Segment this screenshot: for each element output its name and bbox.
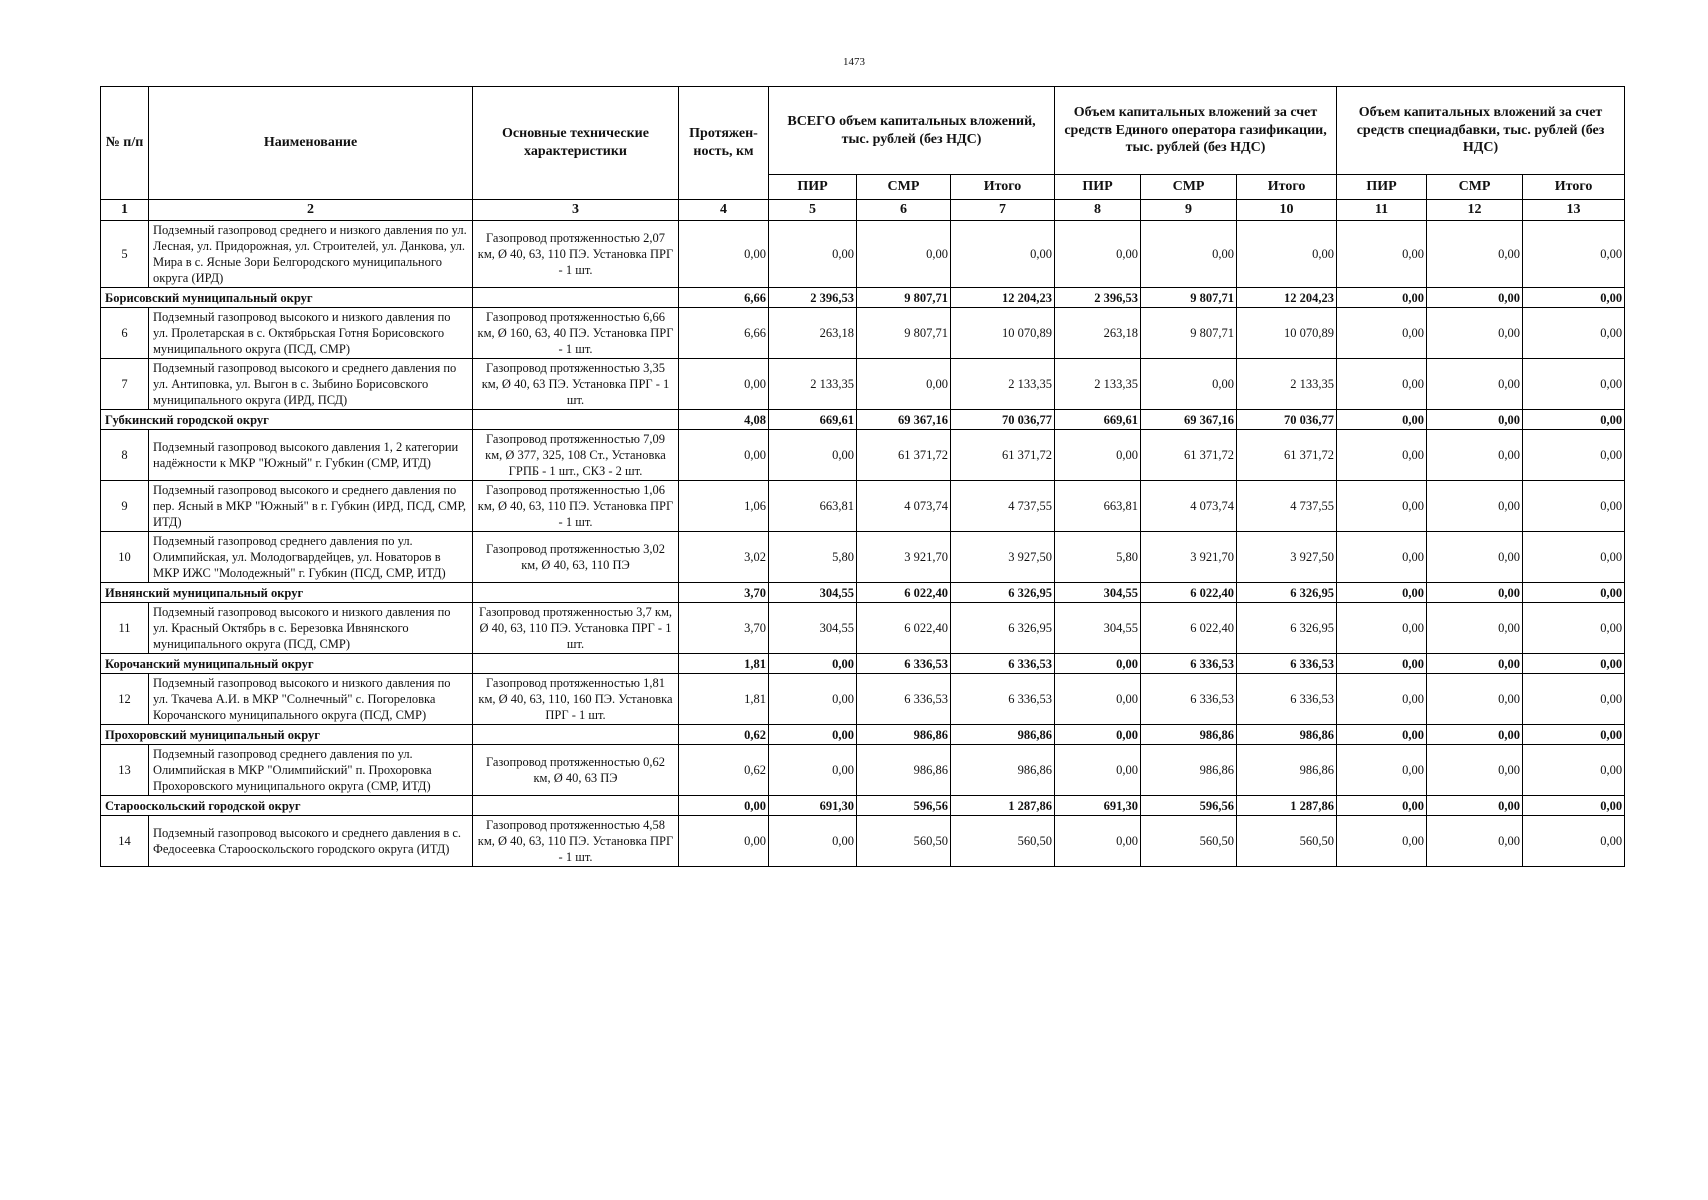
row-value: 0,00 [1337, 654, 1427, 674]
row-value: 61 371,72 [951, 430, 1055, 481]
row-value: 4 737,55 [951, 481, 1055, 532]
row-value: 0,00 [1337, 796, 1427, 816]
row-value: 263,18 [769, 308, 857, 359]
row-value: 0,00 [1523, 481, 1625, 532]
row-value: 0,00 [1427, 654, 1523, 674]
row-value: 2 396,53 [769, 288, 857, 308]
row-name: Подземный газопровод высокого давления 1, 2 категории надёжности к МКР "Южный" г. Губкин (СМР, ИТД) [149, 430, 473, 481]
investment-table [100, 86, 1625, 867]
group-row [101, 725, 1625, 745]
row-value: 9 807,71 [1141, 288, 1237, 308]
row-value: 596,56 [857, 796, 951, 816]
row-length: 0,00 [679, 430, 769, 481]
row-length: 6,66 [679, 288, 769, 308]
row-value: 70 036,77 [1237, 410, 1337, 430]
row-value: 669,61 [769, 410, 857, 430]
row-value: 0,00 [769, 725, 857, 745]
row-length: 0,62 [679, 745, 769, 796]
row-number: 5 [101, 221, 149, 288]
row-value: 0,00 [1523, 603, 1625, 654]
row-value: 986,86 [951, 745, 1055, 796]
group-name: Борисовский муниципальный округ [101, 288, 473, 308]
row-value: 986,86 [1141, 745, 1237, 796]
table-row [101, 430, 1625, 481]
row-characteristics: Газопровод протяженностью 3,02 км, Ø 40, 63, 110 ПЭ [473, 532, 679, 583]
row-name: Подземный газопровод высокого и среднего давления по пер. Ясный в МКР "Южный" в г. Губкин (ИРД, ПСД, СМР, ИТД) [149, 481, 473, 532]
group-row [101, 583, 1625, 603]
row-value: 1 287,86 [1237, 796, 1337, 816]
row-value: 69 367,16 [1141, 410, 1237, 430]
row-value: 0,00 [1427, 481, 1523, 532]
table-body [101, 221, 1625, 867]
row-characteristics: Газопровод протяженностью 7,09 км, Ø 377, 325, 108 Ст., Установка ГРПБ - 1 шт., СКЗ - 2 шт. [473, 430, 679, 481]
header-sub-5: Итого [1237, 175, 1337, 200]
row-name: Подземный газопровод среднего и низкого давления по ул. Лесная, ул. Придорожная, ул. Строителей, ул. Данкова, ул. Мира в с. Ясные Зори Белгородского муниципального округа (ИРД) [149, 221, 473, 288]
row-length: 4,08 [679, 410, 769, 430]
group-name: Старооскольский городской округ [101, 796, 473, 816]
group-characteristics-empty [473, 725, 679, 745]
row-value: 304,55 [769, 583, 857, 603]
row-value: 0,00 [1427, 725, 1523, 745]
row-value: 0,00 [1237, 221, 1337, 288]
row-name: Подземный газопровод высокого и низкого давления по ул. Ткачева А.И. в МКР "Солнечный" с. Погореловка Корочанского муниципального округа (ПСД, СМР) [149, 674, 473, 725]
row-value: 3 921,70 [1141, 532, 1237, 583]
row-name: Подземный газопровод среднего давления по ул. Олимпийская, ул. Молодогвардейцев, ул. Новаторов в МКР ИЖС "Молодежный" г. Губкин (ПСД, СМР, ИТД) [149, 532, 473, 583]
row-value: 2 396,53 [1055, 288, 1141, 308]
row-value: 0,00 [1055, 745, 1141, 796]
row-value: 61 371,72 [857, 430, 951, 481]
row-value: 0,00 [1427, 583, 1523, 603]
row-value: 0,00 [769, 745, 857, 796]
row-value: 0,00 [1055, 674, 1141, 725]
row-value: 986,86 [1237, 725, 1337, 745]
row-value: 0,00 [1337, 221, 1427, 288]
row-value: 6 336,53 [857, 674, 951, 725]
row-length: 1,06 [679, 481, 769, 532]
row-value: 0,00 [1523, 308, 1625, 359]
row-characteristics: Газопровод протяженностью 1,06 км, Ø 40, 63, 110 ПЭ. Установка ПРГ - 1 шт. [473, 481, 679, 532]
row-characteristics: Газопровод протяженностью 6,66 км, Ø 160, 63, 40 ПЭ. Установка ПРГ - 1 шт. [473, 308, 679, 359]
row-length: 0,00 [679, 359, 769, 410]
row-value: 691,30 [769, 796, 857, 816]
header-group-total: ВСЕГО объем капитальных вложений, тыс. рублей (без НДС) [769, 87, 1055, 175]
header-length: Протяжен-ность, км [679, 87, 769, 200]
row-length: 3,70 [679, 583, 769, 603]
row-value: 0,00 [1337, 430, 1427, 481]
row-value: 12 204,23 [951, 288, 1055, 308]
row-value: 5,80 [1055, 532, 1141, 583]
row-value: 70 036,77 [951, 410, 1055, 430]
row-value: 0,00 [1337, 816, 1427, 867]
table-header [101, 87, 1625, 221]
header-index-3: 4 [679, 200, 769, 221]
row-value: 6 336,53 [857, 654, 951, 674]
table-row [101, 532, 1625, 583]
row-value: 0,00 [1055, 654, 1141, 674]
row-value: 0,00 [1523, 410, 1625, 430]
row-number: 13 [101, 745, 149, 796]
group-row [101, 288, 1625, 308]
row-value: 0,00 [1337, 674, 1427, 725]
row-value: 0,00 [1427, 603, 1523, 654]
row-value: 0,00 [1427, 430, 1523, 481]
row-value: 4 073,74 [857, 481, 951, 532]
row-value: 986,86 [857, 725, 951, 745]
row-number: 9 [101, 481, 149, 532]
header-index-11: 12 [1427, 200, 1523, 221]
header-index-8: 9 [1141, 200, 1237, 221]
row-characteristics: Газопровод протяженностью 3,7 км, Ø 40, 63, 110 ПЭ. Установка ПРГ - 1 шт. [473, 603, 679, 654]
row-value: 560,50 [857, 816, 951, 867]
header-num: № п/п [101, 87, 149, 200]
group-row [101, 796, 1625, 816]
row-value: 0,00 [1055, 430, 1141, 481]
row-value: 12 204,23 [1237, 288, 1337, 308]
row-value: 0,00 [1337, 745, 1427, 796]
group-row [101, 410, 1625, 430]
row-length: 0,00 [679, 816, 769, 867]
header-index-4: 5 [769, 200, 857, 221]
group-name: Губкинский городской округ [101, 410, 473, 430]
row-characteristics: Газопровод протяженностью 1,81 км, Ø 40, 63, 110, 160 ПЭ. Установка ПРГ - 1 шт. [473, 674, 679, 725]
row-characteristics: Газопровод протяженностью 2,07 км, Ø 40, 63, 110 ПЭ. Установка ПРГ - 1 шт. [473, 221, 679, 288]
row-value: 3 927,50 [951, 532, 1055, 583]
row-name: Подземный газопровод высокого и низкого давления по ул. Пролетарская в с. Октябрьская Готня Борисовского муниципального округа (ПСД, СМР) [149, 308, 473, 359]
group-name: Прохоровский муниципальный округ [101, 725, 473, 745]
row-value: 0,00 [769, 430, 857, 481]
table-row [101, 481, 1625, 532]
row-value: 0,00 [1337, 603, 1427, 654]
row-length: 0,00 [679, 796, 769, 816]
row-value: 6 336,53 [951, 674, 1055, 725]
row-value: 6 326,95 [951, 603, 1055, 654]
row-value: 2 133,35 [1237, 359, 1337, 410]
row-value: 0,00 [1523, 359, 1625, 410]
row-value: 0,00 [1427, 359, 1523, 410]
row-value: 6 326,95 [951, 583, 1055, 603]
row-length: 1,81 [679, 654, 769, 674]
row-number: 6 [101, 308, 149, 359]
row-value: 3 921,70 [857, 532, 951, 583]
row-length: 6,66 [679, 308, 769, 359]
row-value: 0,00 [951, 221, 1055, 288]
table-row [101, 816, 1625, 867]
row-value: 0,00 [1337, 308, 1427, 359]
row-value: 2 133,35 [951, 359, 1055, 410]
table-row [101, 603, 1625, 654]
header-index-7: 8 [1055, 200, 1141, 221]
header-sub-1: СМР [857, 175, 951, 200]
row-value: 4 073,74 [1141, 481, 1237, 532]
row-value: 0,00 [1523, 796, 1625, 816]
row-value: 6 022,40 [1141, 583, 1237, 603]
row-value: 0,00 [1055, 221, 1141, 288]
header-characteristics: Основные технические характеристики [473, 87, 679, 200]
row-value: 69 367,16 [857, 410, 951, 430]
row-characteristics: Газопровод протяженностью 4,58 км, Ø 40, 63, 110 ПЭ. Установка ПРГ - 1 шт. [473, 816, 679, 867]
row-value: 6 326,95 [1237, 603, 1337, 654]
row-value: 61 371,72 [1141, 430, 1237, 481]
group-name: Корочанский муниципальный округ [101, 654, 473, 674]
row-value: 986,86 [1237, 745, 1337, 796]
header-sub-4: СМР [1141, 175, 1237, 200]
row-value: 0,00 [1337, 481, 1427, 532]
row-value: 0,00 [1427, 410, 1523, 430]
row-value: 2 133,35 [769, 359, 857, 410]
row-value: 0,00 [769, 654, 857, 674]
row-value: 6 022,40 [857, 603, 951, 654]
table-row [101, 745, 1625, 796]
row-value: 0,00 [1523, 725, 1625, 745]
row-value: 6 336,53 [1141, 674, 1237, 725]
row-value: 0,00 [1427, 221, 1523, 288]
row-value: 6 326,95 [1237, 583, 1337, 603]
row-value: 4 737,55 [1237, 481, 1337, 532]
row-value: 0,00 [1141, 221, 1237, 288]
row-number: 12 [101, 674, 149, 725]
row-value: 0,00 [1337, 359, 1427, 410]
row-value: 0,00 [857, 221, 951, 288]
row-length: 3,02 [679, 532, 769, 583]
row-number: 7 [101, 359, 149, 410]
page-number: 1473 [843, 56, 865, 68]
row-value: 3 927,50 [1237, 532, 1337, 583]
row-value: 669,61 [1055, 410, 1141, 430]
group-name: Ивнянский муниципальный округ [101, 583, 473, 603]
row-number: 8 [101, 430, 149, 481]
header-index-12: 13 [1523, 200, 1625, 221]
row-value: 560,50 [1237, 816, 1337, 867]
row-value: 0,00 [1523, 674, 1625, 725]
row-value: 0,00 [1427, 796, 1523, 816]
row-value: 0,00 [1337, 410, 1427, 430]
row-number: 11 [101, 603, 149, 654]
row-value: 10 070,89 [951, 308, 1055, 359]
header-sub-6: ПИР [1337, 175, 1427, 200]
row-value: 10 070,89 [1237, 308, 1337, 359]
row-name: Подземный газопровод высокого и среднего давления по ул. Антиповка, ул. Выгон в с. Зыбино Борисовского муниципального округа (ИРД, ПСД) [149, 359, 473, 410]
row-value: 0,00 [1337, 725, 1427, 745]
row-value: 0,00 [1523, 430, 1625, 481]
row-value: 9 807,71 [857, 288, 951, 308]
row-name: Подземный газопровод высокого и низкого давления по ул. Красный Октябрь в с. Березовка Ивнянского муниципального округа (ПСД, СМР) [149, 603, 473, 654]
row-value: 0,00 [1427, 532, 1523, 583]
row-value: 5,80 [769, 532, 857, 583]
investment-table-sheet [100, 86, 1624, 867]
row-length: 0,00 [679, 221, 769, 288]
row-value: 0,00 [1337, 583, 1427, 603]
row-value: 0,00 [1523, 532, 1625, 583]
row-value: 0,00 [1523, 221, 1625, 288]
group-characteristics-empty [473, 288, 679, 308]
row-value: 986,86 [951, 725, 1055, 745]
row-value: 596,56 [1141, 796, 1237, 816]
row-number: 10 [101, 532, 149, 583]
row-value: 0,00 [1141, 359, 1237, 410]
row-characteristics: Газопровод протяженностью 3,35 км, Ø 40, 63 ПЭ. Установка ПРГ - 1 шт. [473, 359, 679, 410]
group-characteristics-empty [473, 410, 679, 430]
row-value: 663,81 [1055, 481, 1141, 532]
row-value: 1 287,86 [951, 796, 1055, 816]
row-value: 0,00 [1427, 308, 1523, 359]
row-characteristics: Газопровод протяженностью 0,62 км, Ø 40, 63 ПЭ [473, 745, 679, 796]
row-value: 0,00 [1055, 816, 1141, 867]
row-value: 6 336,53 [1237, 654, 1337, 674]
group-characteristics-empty [473, 796, 679, 816]
row-value: 0,00 [769, 816, 857, 867]
row-length: 3,70 [679, 603, 769, 654]
header-sub-0: ПИР [769, 175, 857, 200]
row-value: 691,30 [1055, 796, 1141, 816]
row-value: 304,55 [1055, 583, 1141, 603]
header-sub-3: ПИР [1055, 175, 1141, 200]
header-index-10: 11 [1337, 200, 1427, 221]
row-value: 0,00 [1427, 816, 1523, 867]
row-value: 0,00 [1523, 816, 1625, 867]
row-value: 0,00 [769, 221, 857, 288]
row-length: 1,81 [679, 674, 769, 725]
row-value: 6 022,40 [857, 583, 951, 603]
row-value: 0,00 [1337, 532, 1427, 583]
row-value: 304,55 [769, 603, 857, 654]
row-value: 0,00 [1427, 288, 1523, 308]
table-row [101, 308, 1625, 359]
header-index-2: 3 [473, 200, 679, 221]
row-length: 0,62 [679, 725, 769, 745]
table-row [101, 674, 1625, 725]
header-sub-8: Итого [1523, 175, 1625, 200]
row-value: 986,86 [1141, 725, 1237, 745]
row-value: 0,00 [1523, 288, 1625, 308]
header-index-6: 7 [951, 200, 1055, 221]
row-value: 6 336,53 [951, 654, 1055, 674]
row-value: 6 336,53 [1141, 654, 1237, 674]
group-characteristics-empty [473, 654, 679, 674]
row-value: 0,00 [857, 359, 951, 410]
header-index-9: 10 [1237, 200, 1337, 221]
row-value: 9 807,71 [1141, 308, 1237, 359]
row-value: 0,00 [1337, 288, 1427, 308]
group-row [101, 654, 1625, 674]
row-value: 61 371,72 [1237, 430, 1337, 481]
row-value: 0,00 [1427, 745, 1523, 796]
row-value: 304,55 [1055, 603, 1141, 654]
row-value: 0,00 [1055, 725, 1141, 745]
row-name: Подземный газопровод высокого и среднего давления в с. Федосеевка Старооскольского городского округа (ИТД) [149, 816, 473, 867]
row-value: 560,50 [951, 816, 1055, 867]
header-index-1: 2 [149, 200, 473, 221]
row-value: 0,00 [1523, 745, 1625, 796]
row-value: 9 807,71 [857, 308, 951, 359]
header-sub-2: Итого [951, 175, 1055, 200]
header-index-5: 6 [857, 200, 951, 221]
header-column-indexes [101, 200, 1625, 221]
row-value: 0,00 [1523, 583, 1625, 603]
row-value: 0,00 [1427, 674, 1523, 725]
row-value: 6 022,40 [1141, 603, 1237, 654]
header-index-0: 1 [101, 200, 149, 221]
group-characteristics-empty [473, 583, 679, 603]
row-value: 986,86 [857, 745, 951, 796]
header-group-operator: Объем капитальных вложений за счет средств Единого оператора газификации, тыс. рублей (без НДС) [1055, 87, 1337, 175]
table-row [101, 221, 1625, 288]
row-number: 14 [101, 816, 149, 867]
row-value: 0,00 [1523, 654, 1625, 674]
row-value: 0,00 [769, 674, 857, 725]
header-name: Наименование [149, 87, 473, 200]
row-value: 263,18 [1055, 308, 1141, 359]
row-value: 663,81 [769, 481, 857, 532]
row-value: 6 336,53 [1237, 674, 1337, 725]
table-row [101, 359, 1625, 410]
header-group-special: Объем капитальных вложений за счет средств специадбавки, тыс. рублей (без НДС) [1337, 87, 1625, 175]
row-value: 560,50 [1141, 816, 1237, 867]
row-name: Подземный газопровод среднего давления по ул. Олимпийская в МКР "Олимпийский" п. Прохоровка Прохоровского муниципального округа (СМР, ИТД) [149, 745, 473, 796]
row-value: 2 133,35 [1055, 359, 1141, 410]
header-sub-7: СМР [1427, 175, 1523, 200]
